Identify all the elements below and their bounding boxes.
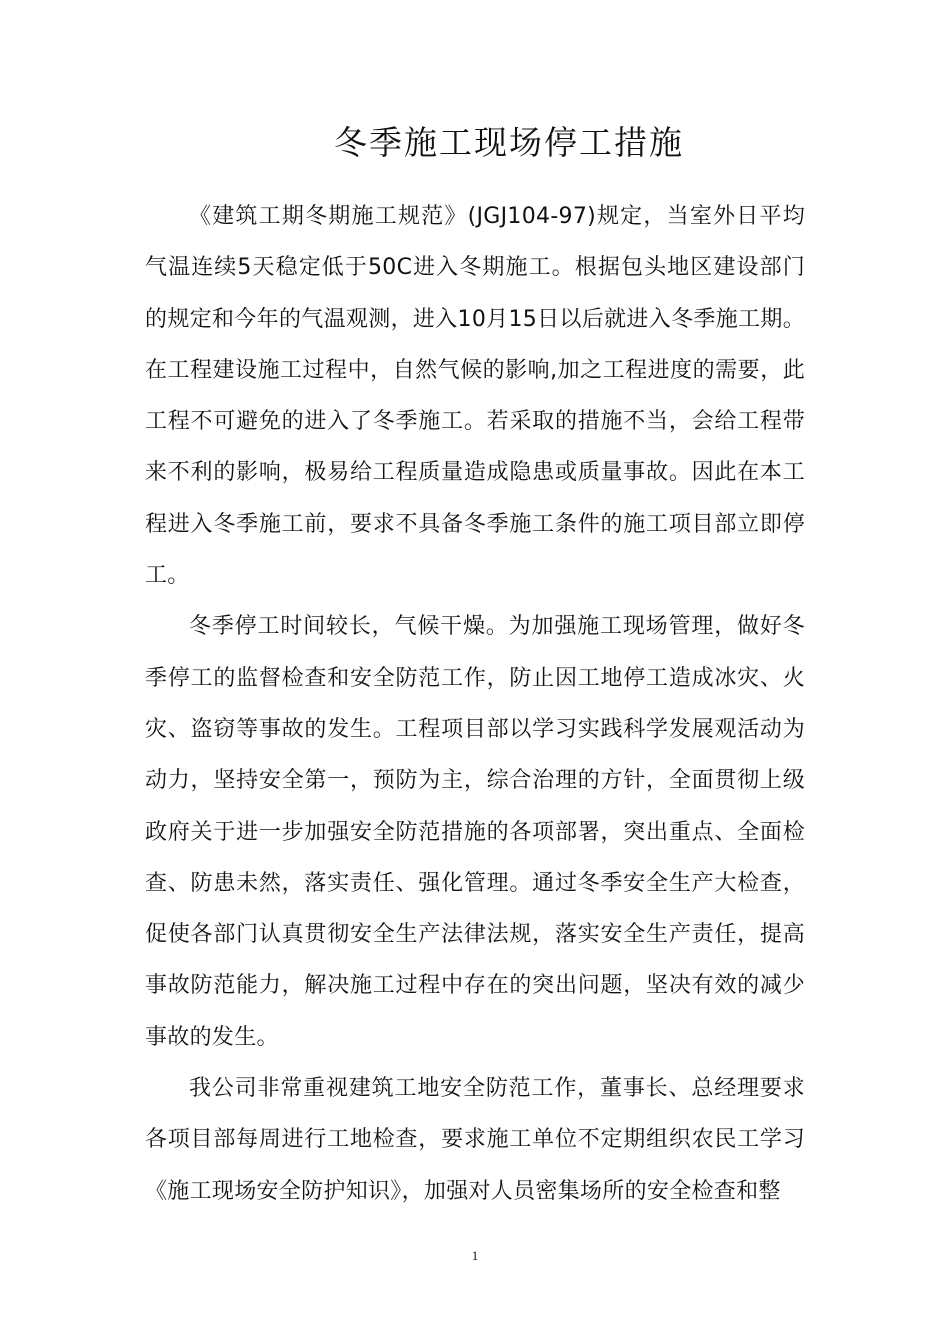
paragraph-2: 冬季停工时间较长，气候干燥。为加强施工现场管理，做好冬季停工的监督检查和安全防范工作，防止因工地停工造成冰灾、火灾、盗窃等事故的发生。工程项目部以学习实践科学发展观活动为动力，坚持安全第一，预防为主，综合治理的方针，全面贯彻上级政府关于进一步加强安全防范措施的各项部署，突出重点、全面检查、防患未然，落实责任、强化管理。通过冬季安全生产大检查，促使各部门认真贯彻安全生产法律法规，落实安全生产责任，提高事故防范能力，解决施工过程中存在的突出问题，坚决有效的减少事故的发生。 bbox=[145, 614, 805, 1050]
document-body bbox=[145, 191, 805, 1217]
paragraph-1: 《建筑工期冬期施工规范》(JGJ104-97)规定，当室外日平均气温连续5天稳定低于50C进入冬期施工。根据包头地区建设部门的规定和今年的气温观测，进入10月15日以后就进入冬季施工期。在工程建设施工过程中，自然气候的影响,加之工程进度的需要，此工程不可避免的进入了冬季施工。若采取的措施不当，会给工程带来不利的影响，极易给工程质量造成隐患或质量事故。因此在本工程进入冬季施工前，要求不具备冬季施工条件的施工项目部立即停工。 bbox=[145, 204, 805, 589]
paragraph-3: 我公司非常重视建筑工地安全防范工作，董事长、总经理要求各项目部每周进行工地检查，要求施工单位不定期组织农民工学习《施工现场安全防护知识》，加强对人员密集场所的安全检查和整 bbox=[145, 1076, 805, 1204]
page-number: 1 bbox=[471, 1248, 479, 1263]
document-title: 冬季施工现场停工措施 bbox=[334, 123, 684, 162]
